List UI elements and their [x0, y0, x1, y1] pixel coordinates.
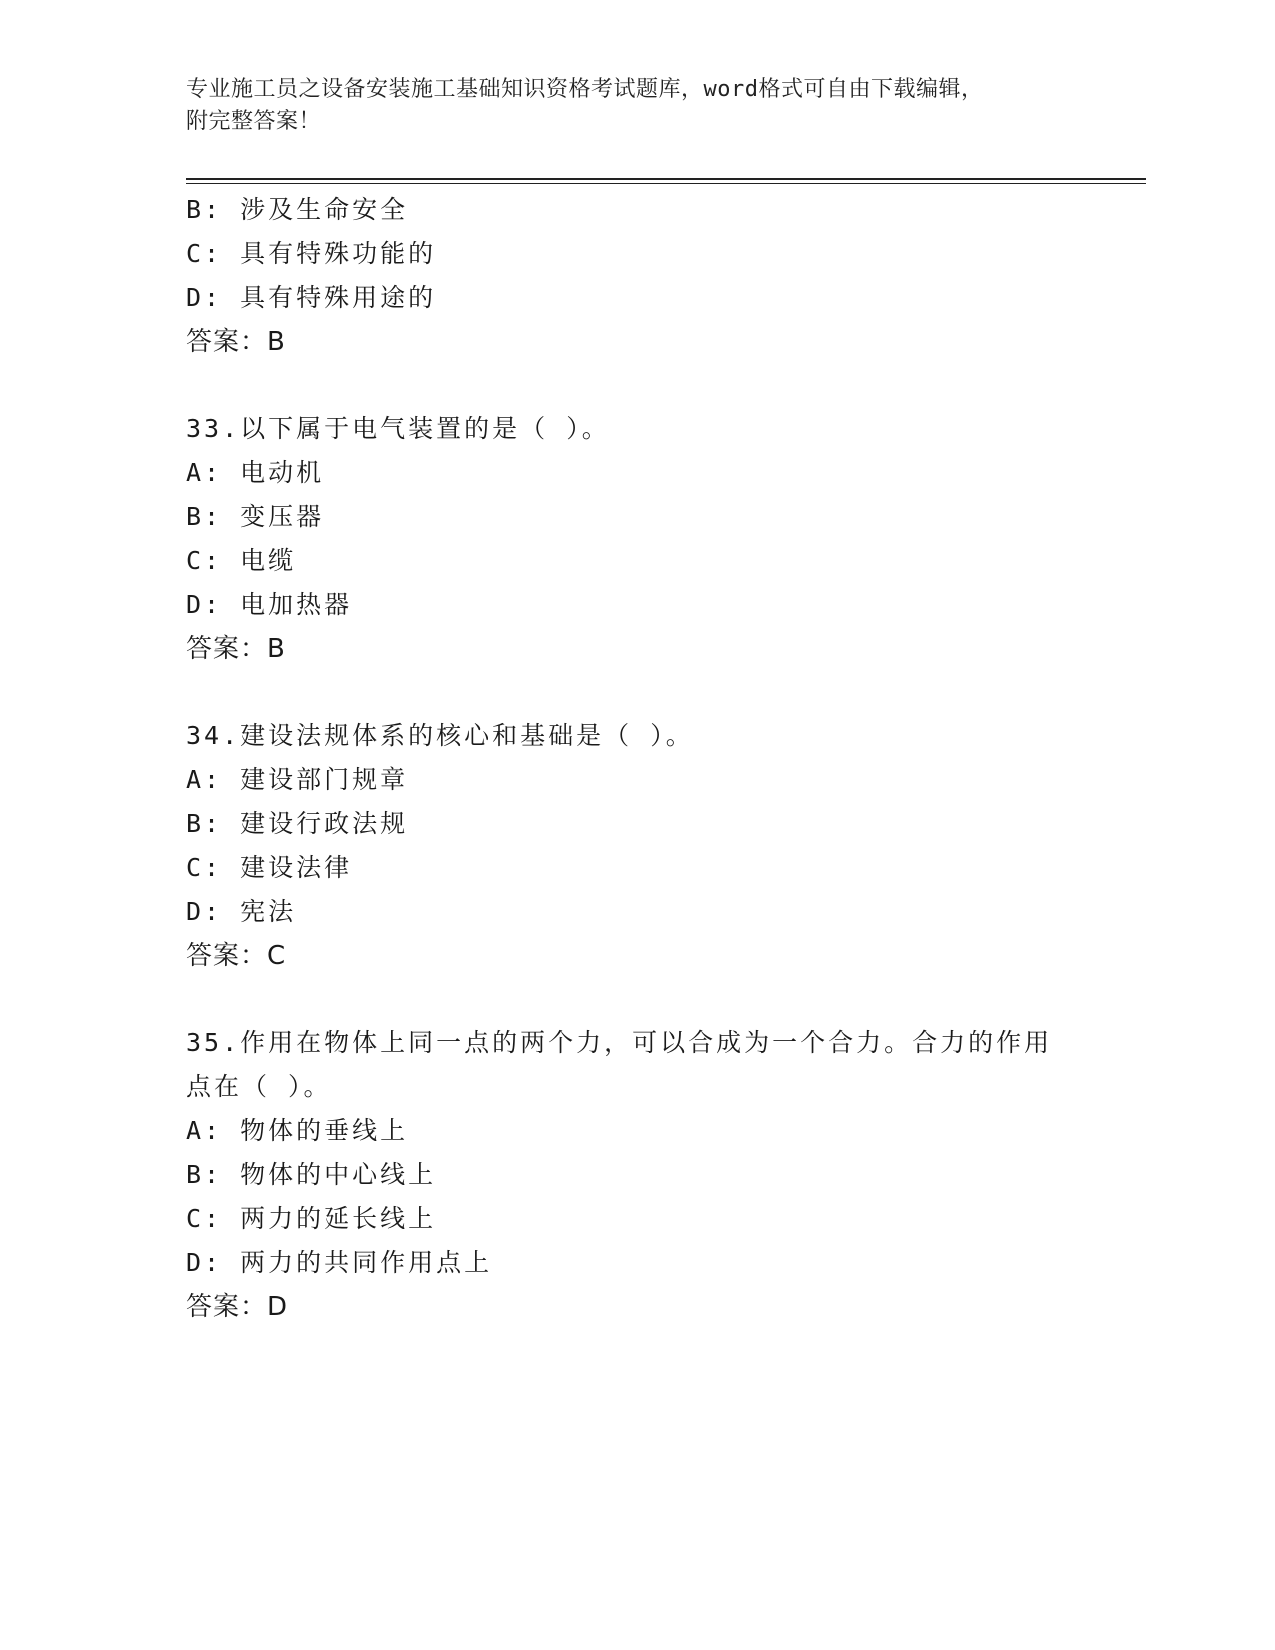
q34-question: 34.建设法规体系的核心和基础是（ ）。 — [186, 721, 694, 750]
q33-option-d: D: 电加热器 — [186, 590, 353, 619]
header-divider-thick — [186, 178, 1146, 180]
q32-answer: 答案：B — [186, 327, 286, 357]
q33-option-c: C: 电缆 — [186, 546, 297, 575]
q32-option-b: B: 涉及生命安全 — [186, 195, 409, 224]
q35-question-line-2: 点在（ ）。 — [186, 1072, 332, 1101]
q33-answer: 答案：B — [186, 634, 286, 664]
q35-option-a: A: 物体的垂线上 — [186, 1116, 409, 1145]
header-divider-thin — [186, 183, 1146, 184]
q33-question: 33.以下属于电气装置的是（ ）。 — [186, 414, 610, 443]
q34-answer: 答案：C — [186, 941, 287, 971]
q32-option-c: C: 具有特殊功能的 — [186, 239, 437, 268]
q32-option-d: D: 具有特殊用途的 — [186, 283, 437, 312]
q34-option-c: C: 建设法律 — [186, 853, 353, 882]
header-line-2: 附完整答案！ — [186, 109, 322, 134]
q33-option-b: B: 变压器 — [186, 502, 325, 531]
q35-question-line-1: 35.作用在物体上同一点的两个力，可以合成为一个合力。合力的作用 — [186, 1028, 1053, 1057]
q34-option-a: A: 建设部门规章 — [186, 765, 409, 794]
q35-answer: 答案：D — [186, 1292, 289, 1322]
q35-option-d: D: 两力的共同作用点上 — [186, 1248, 493, 1277]
q33-option-a: A: 电动机 — [186, 458, 325, 487]
q34-option-b: B: 建设行政法规 — [186, 809, 409, 838]
header-line-1: 专业施工员之设备安装施工基础知识资格考试题库，word格式可自由下载编辑， — [186, 77, 984, 102]
q35-option-c: C: 两力的延长线上 — [186, 1204, 437, 1233]
q34-option-d: D: 宪法 — [186, 897, 297, 926]
document-header — [186, 74, 1086, 138]
q35-option-b: B: 物体的中心线上 — [186, 1160, 437, 1189]
